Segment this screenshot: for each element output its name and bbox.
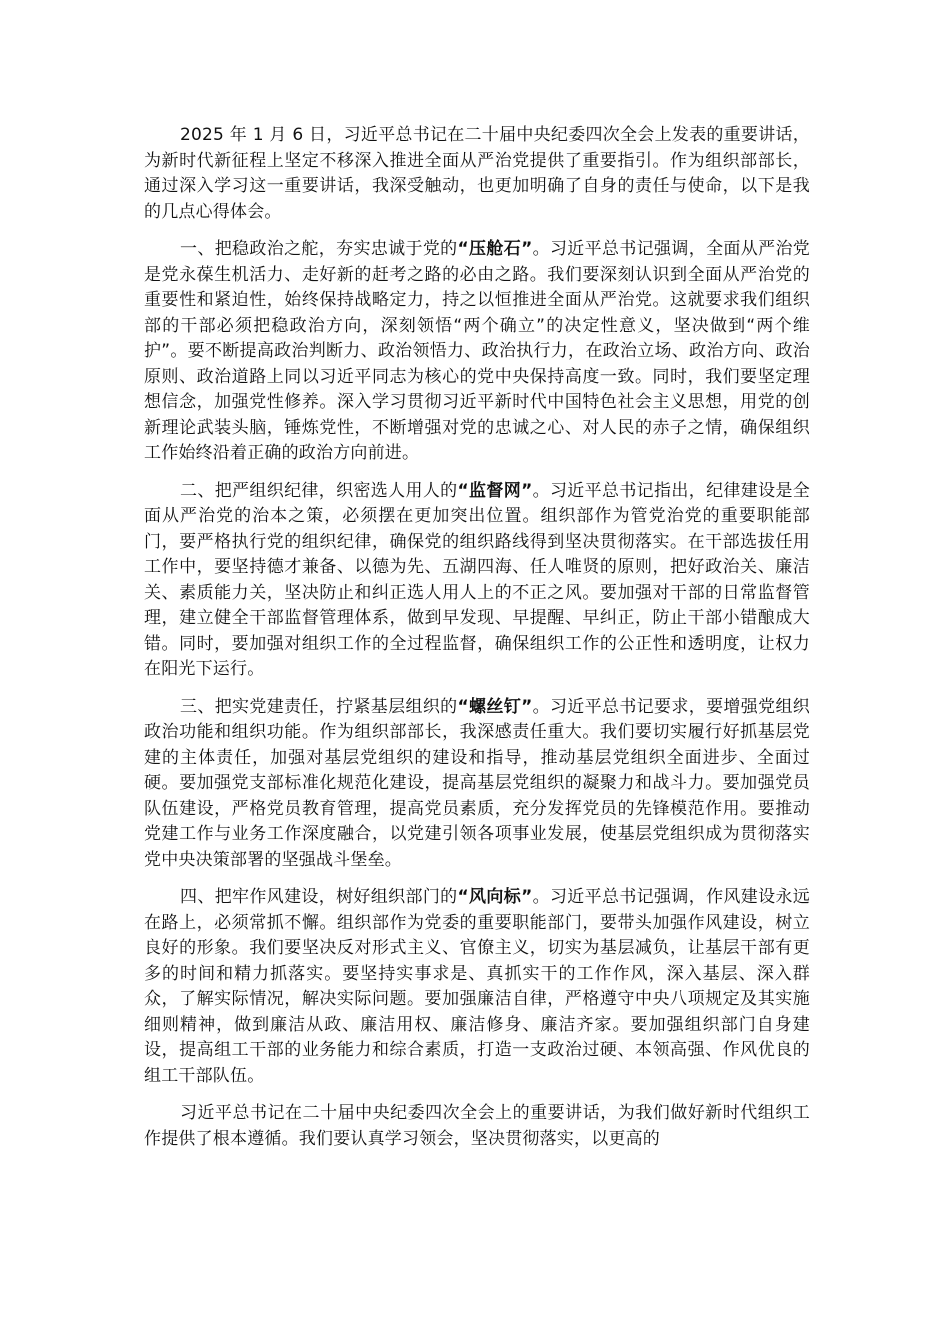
section-paragraph-4 [144, 885, 810, 1089]
section-keyword-3: “螺丝钉” [457, 696, 533, 717]
section-keyword-2: “监督网” [457, 480, 533, 501]
section-body-2: 。习近平总书记指出，纪律建设是全面从严治党的治本之策，必须摆在更加突出位置。组织部作为管党治党的重要职能部门，要严格执行党的组织纪律，确保党的组织路线得到坚决贯彻落实。在干部选拔任用工作中，要坚持德才兼备、以德为先、五湖四海、任人唯贤的原则，把好政治关、廉洁关、素质能力关，坚决防止和纠正选人用人上的不正之风。要加强对干部的日常监督管理，建立健全干部监督管理体系，做到早发现、早提醒、早纠正，防止干部小错酿成大错。同时，要加强对组织工作的全过程监督，确保组织工作的公正性和透明度，让权力在阳光下运行。 [144, 480, 810, 679]
section-heading-4: 四、把牢作风建设，树好组织部门的 [180, 887, 458, 907]
section-paragraph-2 [144, 479, 810, 683]
section-keyword-1: “压舱石” [457, 239, 533, 259]
section-body-3: 。习近平总书记要求，要增强党组织政治功能和组织功能。作为组织部部长，我深感责任重大。我们要切实履行好抓基层党建的主体责任，加强对基层党组织的建设和指导，推动基层党组织全面进步、全面过硬。要加强党支部标准化规范化建设，提高基层党组织的凝聚力和战斗力。要加强党员队伍建设，严格党员教育管理，提高党员素质，充分发挥党员的先锋模范作用。要推动党建工作与业务工作深度融合，以党建引领各项事业发展，使基层党组织成为贯彻落实党中央决策部署的坚强战斗堡垒。 [144, 696, 810, 870]
document-body [144, 123, 810, 1152]
section-heading-3: 三、把实党建责任，拧紧基层组织的 [180, 696, 458, 717]
section-heading-2: 二、把严组织纪律，织密选人用人的 [180, 480, 458, 501]
section-keyword-4: “风向标” [457, 887, 533, 907]
section-body-4: 。习近平总书记强调，作风建设永远在路上，必须常抓不懈。组织部作为党委的重要职能部门，要带头加强作风建设，树立良好的形象。我们要坚决反对形式主义、官僚主义，切实为基层减负，让基层干部有更多的时间和精力抓落实。要坚持实事求是、真抓实干的工作作风，深入基层、深入群众，了解实际情况，解决实际问题。要加强廉洁自律，严格遵守中央八项规定及其实施细则精神，做到廉洁从政、廉洁用权、廉洁修身、廉洁齐家。要加强组织部门自身建设，提高组工干部的业务能力和综合素质，打造一支政治过硬、本领高强、作风优良的组工干部队伍。 [144, 887, 810, 1086]
closing-paragraph: 习近平总书记在二十届中央纪委四次全会上的重要讲话，为我们做好新时代组织工作提供了根本遵循。我们要认真学习领会，坚决贯彻落实，以更高的 [144, 1103, 810, 1149]
section-body-1: 。习近平总书记强调，全面从严治党是党永葆生机活力、走好新的赶考之路的必由之路。我们要深刻认识到全面从严治党的重要性和紧迫性，始终保持战略定力，持之以恒推进全面从严治党。这就要求我们组织部的干部必须把稳政治方向，深刻领悟“两个确立”的决定性意义，坚决做到“两个维护”。要不断提高政治判断力、政治领悟力、政治执行力，在政治立场、政治方向、政治原则、政治道路上同以习近平同志为核心的党中央保持高度一致。同时，我们要坚定理想信念，加强党性修养。深入学习贯彻习近平新时代中国特色社会主义思想，用党的创新理论武装头脑，锤炼党性，不断增强对党的忠诚之心、对人民的赤子之情，确保组织工作始终沿着正确的政治方向前进。 [144, 239, 810, 463]
intro-paragraph: 2025 年 1 月 6 日，习近平总书记在二十届中央纪委四次全会上发表的重要讲话，为新时代新征程上坚定不移深入推进全面从严治党提供了重要指引。作为组织部部长，通过深入学习这一重要讲话，我深受触动，也更加明确了自身的责任与使命，以下是我的几点心得体会。 [144, 125, 810, 222]
section-paragraph-1 [144, 237, 810, 467]
section-paragraph-3 [144, 695, 810, 874]
section-heading-1: 一、把稳政治之舵，夯实忠诚于党的 [180, 239, 458, 259]
